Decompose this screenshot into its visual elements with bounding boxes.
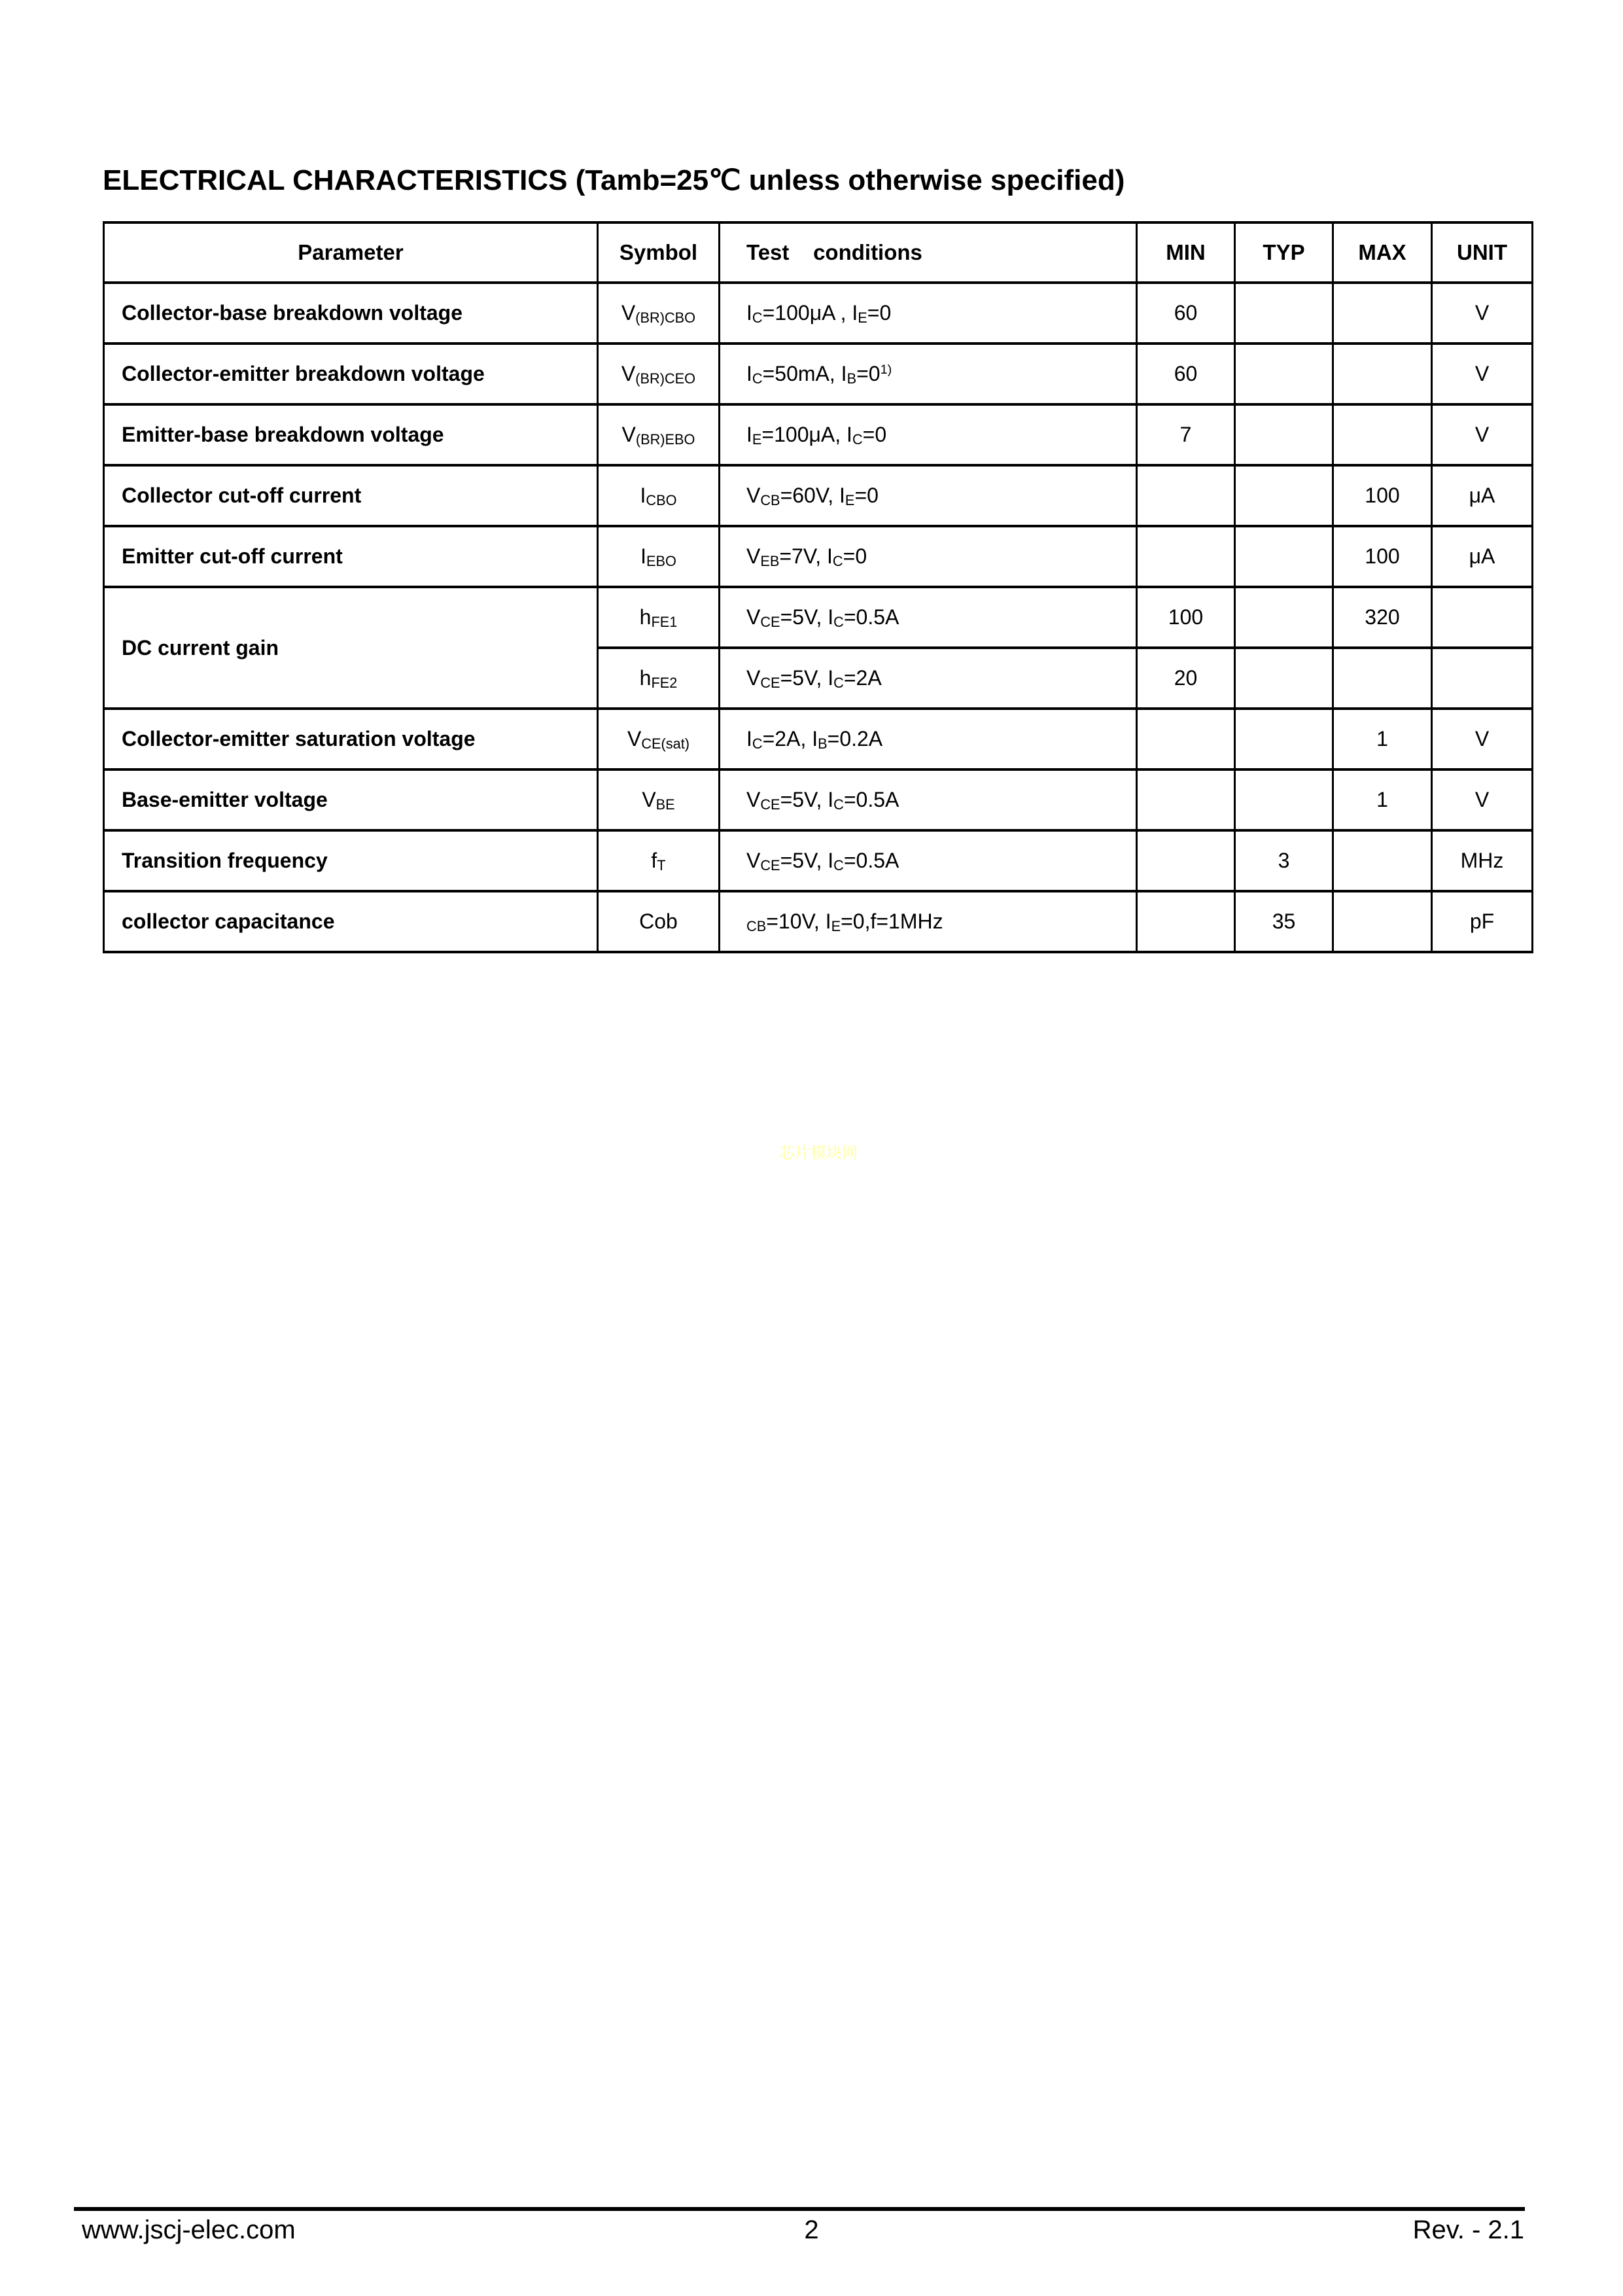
table-row xyxy=(104,891,1533,952)
min-value-cell xyxy=(1137,891,1235,952)
min-value-cell: 100 xyxy=(1137,587,1235,648)
max-value-cell xyxy=(1333,404,1432,465)
electrical-characteristics-table xyxy=(103,221,1533,953)
min-value-cell xyxy=(1137,769,1235,830)
typ-value-cell xyxy=(1235,709,1333,769)
symbol-cell: $V_{(BR)CEO}$ xyxy=(598,344,720,404)
table-body xyxy=(104,283,1533,952)
footer-website: www.jscj-elec.com xyxy=(82,2216,296,2244)
min-value-cell: 7 xyxy=(1137,404,1235,465)
typ-value-cell xyxy=(1235,526,1333,587)
table-row xyxy=(104,526,1533,587)
table-row xyxy=(104,283,1533,344)
parameter-cell: DC current gain xyxy=(104,587,598,709)
unit-cell: V xyxy=(1432,283,1533,344)
test-conditions-cell: $I_C=50mA$, $I_B=0^{1)}$ xyxy=(720,344,1137,404)
unit-cell: V xyxy=(1432,709,1533,769)
test-conditions-cell: $_{CB}$=10V, $I_E=0,f=1MHz$ xyxy=(720,891,1137,952)
table-row xyxy=(104,465,1533,526)
symbol-cell: $V_{(BR)EBO}$ xyxy=(598,404,720,465)
table-row xyxy=(104,830,1533,891)
parameter-cell: Emitter-base breakdown voltage xyxy=(104,404,598,465)
symbol-cell: $V_{(BR)CBO}$ xyxy=(598,283,720,344)
page-title: ELECTRICAL CHARACTERISTICS (Tamb=25℃ unless otherwise specified) xyxy=(103,164,1125,196)
typ-value-cell: 3 xyxy=(1235,830,1333,891)
unit-cell xyxy=(1432,648,1533,709)
table-row xyxy=(104,769,1533,830)
max-value-cell: 320 xyxy=(1333,587,1432,648)
max-value-cell xyxy=(1333,891,1432,952)
unit-cell: V xyxy=(1432,769,1533,830)
footer-divider xyxy=(74,2207,1525,2211)
symbol-cell: $I_{CBO}$ xyxy=(598,465,720,526)
test-conditions-cell: $I_E=100\mu A$, $I_C=0$ xyxy=(720,404,1137,465)
test-conditions-cell: $V_{EB}=7V$, $I_C=0$ xyxy=(720,526,1137,587)
max-value-cell: 100 xyxy=(1333,465,1432,526)
header-cell-parameter: Parameter xyxy=(104,222,598,283)
header-cell-unit: UNIT xyxy=(1432,222,1533,283)
typ-value-cell: 35 xyxy=(1235,891,1333,952)
min-value-cell: 60 xyxy=(1137,283,1235,344)
symbol-cell: $V_{BE}$ xyxy=(598,769,720,830)
header-cell-max: MAX xyxy=(1333,222,1432,283)
typ-value-cell xyxy=(1235,283,1333,344)
parameter-cell: Collector-emitter breakdown voltage xyxy=(104,344,598,404)
min-value-cell xyxy=(1137,526,1235,587)
parameter-cell: Collector-emitter saturation voltage xyxy=(104,709,598,769)
symbol-cell: $f_T$ xyxy=(598,830,720,891)
symbol-cell: $V_{CE(sat)}$ xyxy=(598,709,720,769)
parameter-cell: Transition frequency xyxy=(104,830,598,891)
typ-value-cell xyxy=(1235,465,1333,526)
unit-cell: pF xyxy=(1432,891,1533,952)
max-value-cell xyxy=(1333,344,1432,404)
table-row xyxy=(104,709,1533,769)
parameter-cell: Emitter cut-off current xyxy=(104,526,598,587)
test-conditions-cell: $I_C=100\mu A$ , $I_E=0$ xyxy=(720,283,1137,344)
test-conditions-cell: $V_{CB}=60V$, $I_E=0$ xyxy=(720,465,1137,526)
header-cell-test-conditions: Test conditions xyxy=(720,222,1137,283)
test-conditions-cell: $V_{CE}=5V$, $I_C=0.5A$ xyxy=(720,769,1137,830)
unit-cell xyxy=(1432,587,1533,648)
table-row xyxy=(104,587,1533,648)
watermark-text: 芯片模块网 xyxy=(779,1144,858,1162)
min-value-cell xyxy=(1137,465,1235,526)
typ-value-cell xyxy=(1235,404,1333,465)
unit-cell: V xyxy=(1432,404,1533,465)
typ-value-cell xyxy=(1235,769,1333,830)
max-value-cell xyxy=(1333,830,1432,891)
min-value-cell: 20 xyxy=(1137,648,1235,709)
min-value-cell: 60 xyxy=(1137,344,1235,404)
footer-page-number: 2 xyxy=(804,2216,819,2244)
parameter-cell: collector capacitance xyxy=(104,891,598,952)
header-cell-symbol: Symbol xyxy=(598,222,720,283)
symbol-cell: $h_{FE2}$ xyxy=(598,648,720,709)
symbol-cell: $I_{EBO}$ xyxy=(598,526,720,587)
symbol-cell: $h_{FE1}$ xyxy=(598,587,720,648)
test-conditions-cell: $I_C=2A$, $I_B=0.2A$ xyxy=(720,709,1137,769)
unit-cell: μA xyxy=(1432,465,1533,526)
footer-revision: Rev. - 2.1 xyxy=(1412,2216,1524,2244)
parameter-cell: Collector cut-off current xyxy=(104,465,598,526)
unit-cell: V xyxy=(1432,344,1533,404)
table-row xyxy=(104,344,1533,404)
table-row xyxy=(104,404,1533,465)
typ-value-cell xyxy=(1235,587,1333,648)
min-value-cell xyxy=(1137,709,1235,769)
test-conditions-cell: $V_{CE}=5V$, $I_C=0.5A$ xyxy=(720,587,1137,648)
min-value-cell xyxy=(1137,830,1235,891)
typ-value-cell xyxy=(1235,344,1333,404)
table-header-row xyxy=(104,222,1533,283)
test-conditions-cell: $V_{CE}=5V$, $I_C=2A$ xyxy=(720,648,1137,709)
test-conditions-cell: $V_{CE}=5V$, $I_C=0.5A$ xyxy=(720,830,1137,891)
unit-cell: MHz xyxy=(1432,830,1533,891)
max-value-cell xyxy=(1333,283,1432,344)
max-value-cell: 1 xyxy=(1333,709,1432,769)
symbol-cell: Cob xyxy=(598,891,720,952)
parameter-cell: Collector-base breakdown voltage xyxy=(104,283,598,344)
parameter-cell: Base-emitter voltage xyxy=(104,769,598,830)
max-value-cell: 100 xyxy=(1333,526,1432,587)
header-cell-min: MIN xyxy=(1137,222,1235,283)
max-value-cell: 1 xyxy=(1333,769,1432,830)
header-cell-typ: TYP xyxy=(1235,222,1333,283)
max-value-cell xyxy=(1333,648,1432,709)
unit-cell: μA xyxy=(1432,526,1533,587)
typ-value-cell xyxy=(1235,648,1333,709)
